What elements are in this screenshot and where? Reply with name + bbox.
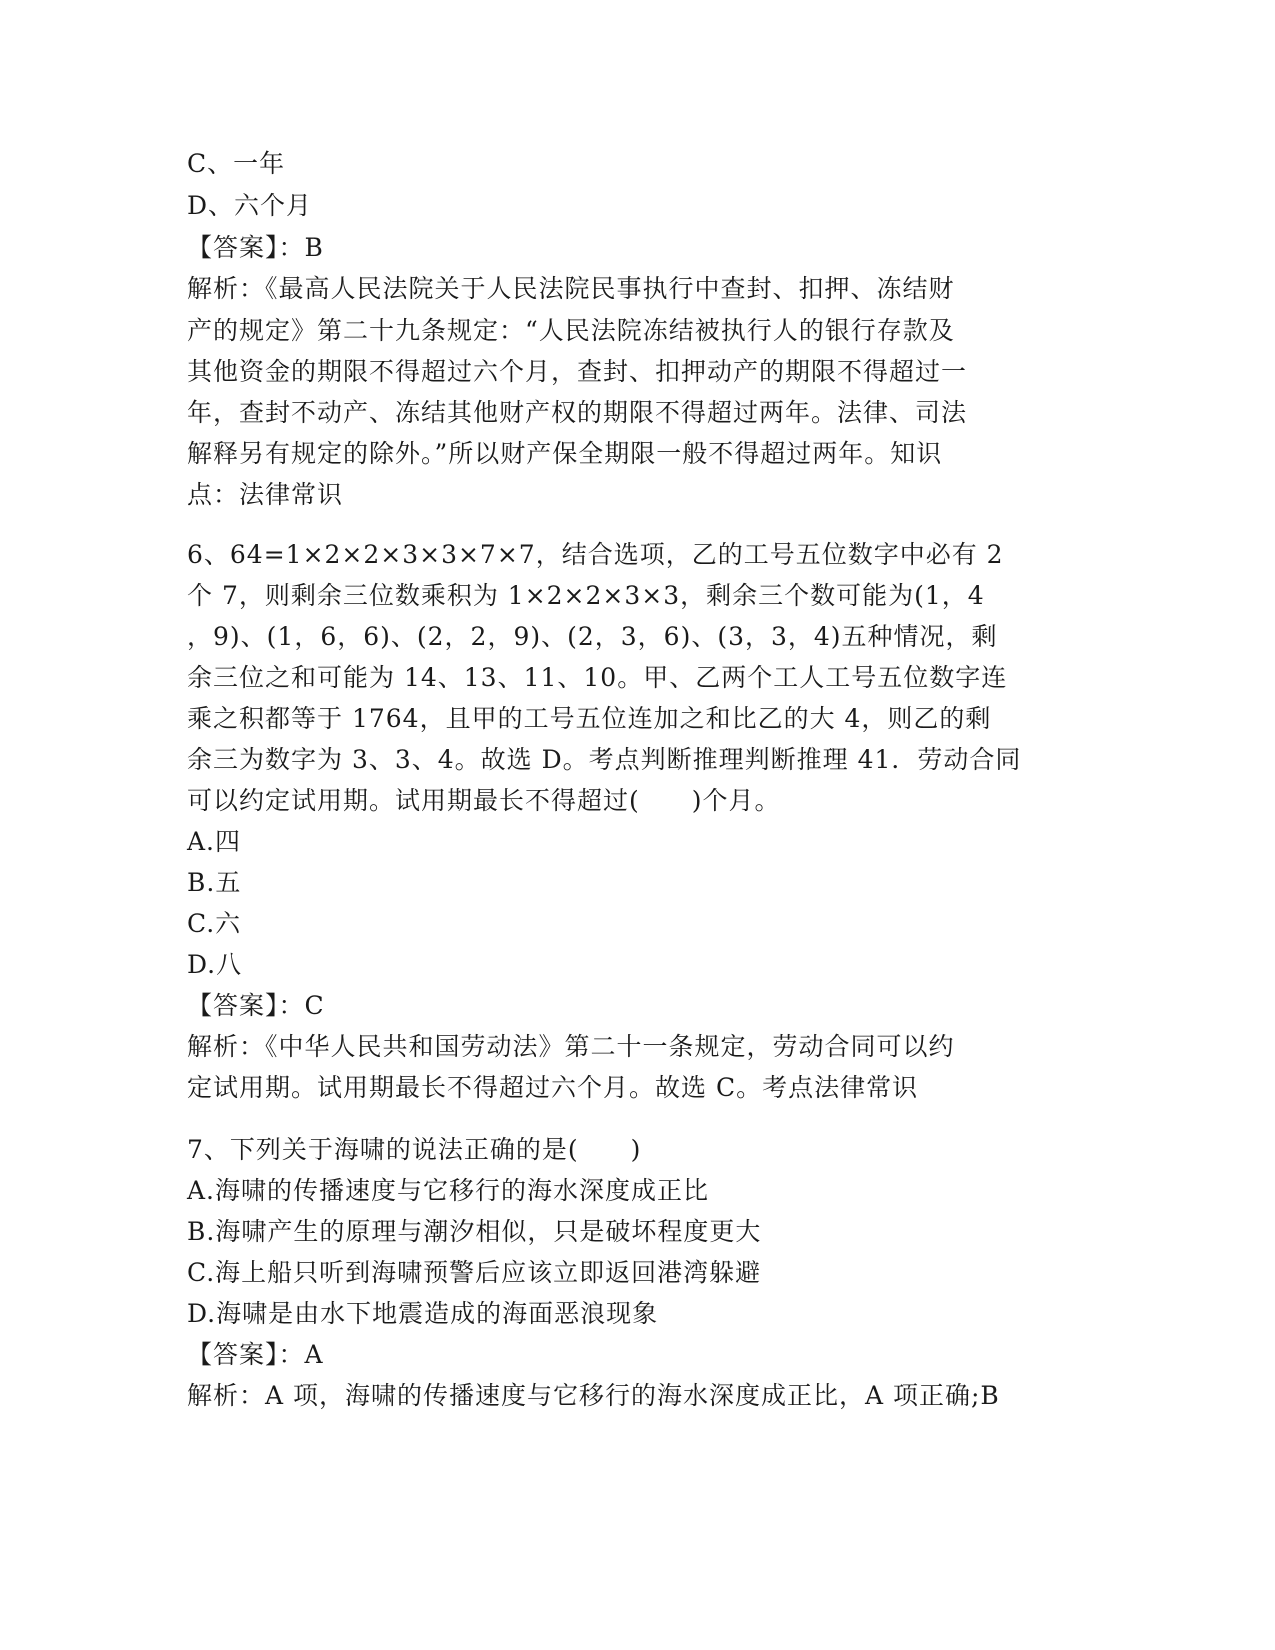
analysis-q5-line-5: 解释另有规定的除外。”所以财产保全期限一般不得超过两年。知识	[187, 439, 943, 468]
option-c-q41: C.六	[187, 909, 242, 938]
analysis-q41-line-2: 定试用期。试用期最长不得超过六个月。故选 C。考点法律常识	[187, 1073, 919, 1102]
option-b-q41: B.五	[187, 868, 242, 897]
analysis-q5-line-1: 解析：《最高人民法院关于人民法院民事执行中查封、扣押、冻结财	[187, 274, 955, 303]
question-41-stem: 可以约定试用期。试用期最长不得超过( )个月。	[187, 786, 781, 815]
analysis-q7-line-1: 解析：A 项，海啸的传播速度与它移行的海水深度成正比，A 项正确;B	[187, 1381, 1000, 1410]
question-6-line-6: 余三为数字为 3、3、4。故选 D。考点判断推理判断推理 41．劳动合同	[187, 745, 1022, 774]
question-6-line-3: ，9)、(1，6，6)、(2，2，9)、(2，3，6)、(3，3，4)五种情况，剩	[187, 622, 998, 651]
analysis-q41-line-1: 解析：《中华人民共和国劳动法》第二十一条规定，劳动合同可以约	[187, 1032, 955, 1061]
analysis-q5-line-2: 产的规定》第二十九条规定：“人民法院冻结被执行人的银行存款及	[187, 316, 955, 345]
option-b-q7: B.海啸产生的原理与潮汐相似，只是破坏程度更大	[187, 1217, 762, 1246]
analysis-q5-line-6: 点：法律常识	[187, 480, 344, 509]
question-6-line-1: 6、64=1×2×2×3×3×7×7，结合选项，乙的工号五位数字中必有 2	[187, 540, 1004, 569]
question-6-line-2: 个 7，则剩余三位数乘积为 1×2×2×3×3，剩余三个数可能为(1，4	[187, 581, 985, 610]
option-c-q7: C.海上船只听到海啸预警后应该立即返回港湾躲避	[187, 1258, 762, 1287]
option-d-q7: D.海啸是由水下地震造成的海面恶浪现象	[187, 1299, 659, 1328]
option-d-q41: D.八	[187, 950, 243, 979]
option-c-q5: C、一年	[187, 149, 286, 178]
answer-q7: 【答案】：A	[187, 1340, 324, 1369]
question-6-line-5: 乘之积都等于 1764，且甲的工号五位连加之和比乙的大 4，则乙的剩	[187, 704, 992, 733]
analysis-q5-line-3: 其他资金的期限不得超过六个月，查封、扣押动产的期限不得超过一	[187, 357, 968, 386]
answer-q41: 【答案】：C	[187, 991, 325, 1020]
answer-q5: 【答案】：B	[187, 233, 324, 262]
option-a-q7: A.海啸的传播速度与它移行的海水深度成正比	[187, 1176, 710, 1205]
option-d-q5: D、六个月	[187, 191, 313, 220]
question-7-stem: 7、下列关于海啸的说法正确的是( )	[187, 1135, 642, 1164]
analysis-q5-line-4: 年，查封不动产、冻结其他财产权的期限不得超过两年。法律、司法	[187, 398, 968, 427]
option-a-q41: A.四	[187, 827, 242, 856]
question-6-line-4: 余三位之和可能为 14、13、11、10。甲、乙两个工人工号五位数字连	[187, 663, 1008, 692]
